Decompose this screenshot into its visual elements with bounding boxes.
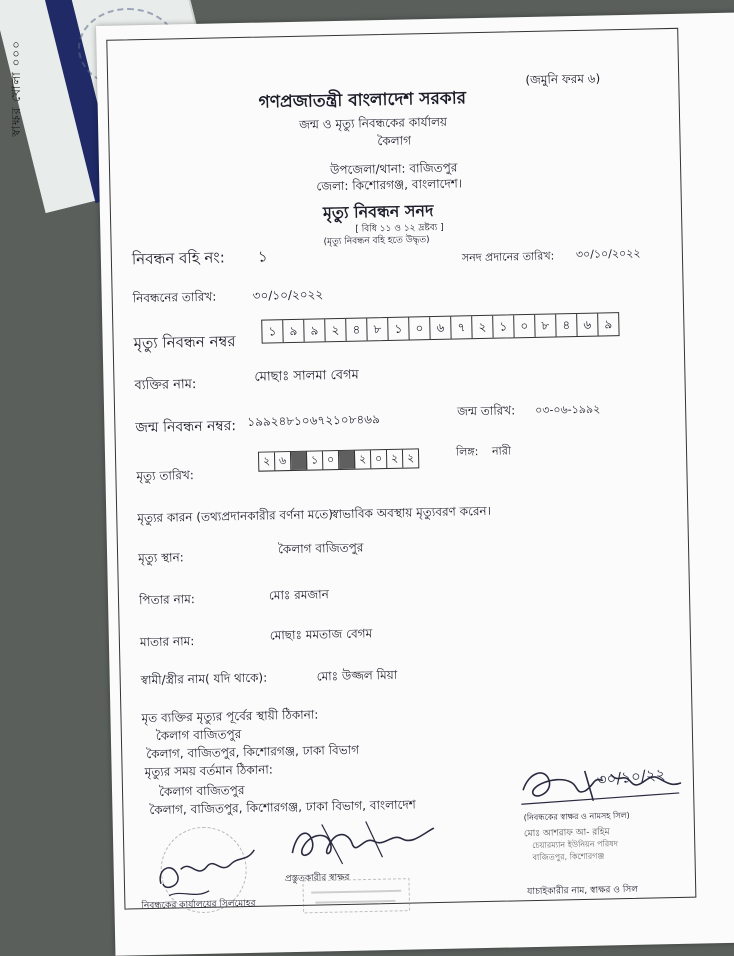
- death-registration-number-boxes: [261, 312, 619, 343]
- preparer-seal: [301, 877, 412, 915]
- date-of-death-digit: ২: [259, 452, 275, 470]
- gender-label: লিঙ্গ:: [455, 445, 479, 459]
- registrar-location: বাজিতপুর, কিশোরগঞ্জ: [532, 851, 605, 863]
- district-line: জেলা: কিশোরগঞ্জ, বাংলাদেশ।: [316, 176, 463, 194]
- rule-reference: [ বিধি ১১ ও ১২ দ্রষ্টব্য ]: [355, 222, 444, 235]
- spouse-name-value: মোঃ উজ্জল মিয়া: [316, 667, 398, 684]
- government-title: গণপ্রজাতন্ত্রী বাংলাদেশ সরকার: [258, 88, 467, 113]
- person-name-label: ব্যক্তির নাম:: [134, 376, 197, 394]
- date-of-death-digit: ০: [323, 451, 339, 469]
- father-name-value: মোঃ রমজান: [268, 587, 329, 603]
- death-registration-digit: ৯: [604, 317, 613, 332]
- date-of-death-digit: ১: [307, 451, 323, 469]
- date-of-death-digit: ২: [387, 450, 403, 468]
- preparer-signature: [282, 810, 443, 873]
- office-place: কৈলাগ: [377, 133, 412, 149]
- registrar-signature-label: (নিবন্ধকের স্বাক্ষর ও নামসহ সিল): [523, 810, 630, 823]
- certificate-page: [96, 13, 734, 956]
- death-registration-digit: ৯: [304, 319, 325, 341]
- permanent-address-line2: কৈলাগ, বাজিতপুর, কিশোরগঞ্জ, ঢাকা বিভাগ: [146, 742, 360, 762]
- date-of-death-label: মৃত্যু তারিখ:: [136, 468, 194, 484]
- certificate-title: মৃত্যু নিবন্ধন সনদ: [322, 200, 434, 223]
- date-of-death-boxes: [258, 448, 419, 471]
- background-side-text: স্বাক্ষর খোলা ০০০: [9, 40, 23, 137]
- book-number-value: ১: [257, 247, 268, 266]
- death-registration-digit: ৬: [577, 314, 598, 336]
- date-of-death-digit: ২: [355, 450, 371, 468]
- death-registration-digit: ১: [388, 318, 409, 340]
- father-name-label: পিতার নাম:: [138, 592, 195, 608]
- registration-date-label: নিবন্ধনের তারিখ:: [132, 289, 217, 306]
- death-registration-digit: ২: [325, 319, 346, 341]
- date-of-birth-value: ০৩-০৬-১৯৯২: [535, 402, 601, 417]
- registration-date-value: ৩০/১০/২০২২: [252, 287, 324, 303]
- cause-of-death-value: স্বাভাবিক অবস্থায় মৃত্যুবরণ করেন।: [331, 503, 492, 522]
- present-address-line2: কৈলাগ, বাজিতপুর, কিশোরগঞ্জ, ঢাকা বিভাগ, বাংলাদেশ: [149, 797, 416, 818]
- date-of-death-digit: ২: [406, 451, 415, 465]
- death-place-value: কৈলাগ বাজিতপুর: [277, 540, 364, 557]
- issue-date-value: ৩০/১০/২০২২: [575, 246, 641, 261]
- preparer-signature-label: প্রস্তুতকারীর স্বাক্ষর: [284, 872, 350, 885]
- office-seal-label: নিবন্ধকের কার্যালয়ের সিলমোহর: [141, 898, 256, 912]
- gender-value: নারী: [491, 444, 512, 458]
- date-separator: [291, 452, 307, 470]
- death-registration-digit: ১: [262, 320, 283, 342]
- date-of-birth-label: জন্ম তারিখ:: [457, 403, 516, 419]
- birth-registration-number-label: জন্ম নিবন্ধন নম্বর:: [135, 418, 237, 437]
- death-registration-digit: ২: [472, 316, 493, 338]
- date-separator: [339, 451, 355, 469]
- mother-name-value: মোছাঃ মমতাজ বেগম: [269, 626, 373, 643]
- death-registration-number-label: মৃত্যু নিবন্ধন নম্বর: [133, 332, 236, 353]
- permanent-address-line1: কৈলাগ বাজিতপুর: [155, 727, 242, 743]
- death-registration-digit: ০: [514, 315, 535, 337]
- upazila-line: উপজেলা/থানা: বাজিতপুর: [329, 160, 458, 178]
- issue-date-label: সনদ প্রদানের তারিখ:: [461, 249, 555, 265]
- death-registration-digit: ৮: [535, 314, 556, 336]
- death-registration-digit: ৪: [346, 318, 367, 340]
- death-registration-digit: ৬: [430, 317, 451, 339]
- death-registration-digit: ৯: [283, 320, 304, 342]
- present-address-label: মৃত্যুর সময় বর্তমান ঠিকানা:: [144, 762, 274, 780]
- birth-registration-number-value: ১৯৯২৪৮১০৬৭২১০৮৪৬৯: [247, 412, 380, 429]
- present-address-line1: কৈলাগ বাজিতপুর: [158, 783, 245, 799]
- registrar-designation: চেয়ারম্যান ইউনিয়ন পরিষদ: [532, 839, 618, 851]
- date-of-death-digit: ৬: [275, 452, 291, 470]
- certificate-frame: [106, 28, 696, 910]
- registrar-name: মোঃ আশরাফ আ- রহিম: [523, 827, 610, 840]
- person-name-value: মোছাঃ সালমা বেগম: [254, 367, 359, 385]
- office-title: জন্ম ও মৃত্যু নিবন্ধকের কার্যালয়: [298, 114, 448, 132]
- death-registration-digit: ১: [493, 315, 514, 337]
- date-of-death-digit: ০: [371, 450, 387, 468]
- cause-of-death-label: মৃত্যুর কারন (তথ্যপ্রদানকারীর বর্ণনা মতে): [137, 507, 334, 526]
- book-number-label: নিবন্ধন বহি নং:: [131, 248, 226, 269]
- verifier-label: যাচাইকারীর নাম, স্বাক্ষর ও সিল: [527, 884, 639, 898]
- death-place-label: মৃত্যু স্থান:: [138, 550, 184, 566]
- death-registration-digit: ৪: [556, 314, 577, 336]
- permanent-address-label: মৃত ব্যক্তির মৃত্যুর পূর্বের স্থায়ী ঠিকানা:: [141, 707, 319, 726]
- registrar-date-handwritten: ৩০/১০/২২: [596, 764, 667, 790]
- form-number: (জমুনি ফরম ৬): [525, 71, 601, 88]
- death-registration-digit: ৮: [367, 318, 388, 340]
- source-note: (মৃত্যু নিবন্ধন বহি হতে উদ্ধৃত): [323, 235, 430, 248]
- mother-name-label: মাতার নাম:: [139, 634, 195, 650]
- death-registration-digit: ৭: [451, 316, 472, 338]
- death-registration-digit: ০: [409, 317, 430, 339]
- spouse-name-label: স্বামী/স্ত্রীর নাম( যদি থাকে):: [140, 670, 268, 688]
